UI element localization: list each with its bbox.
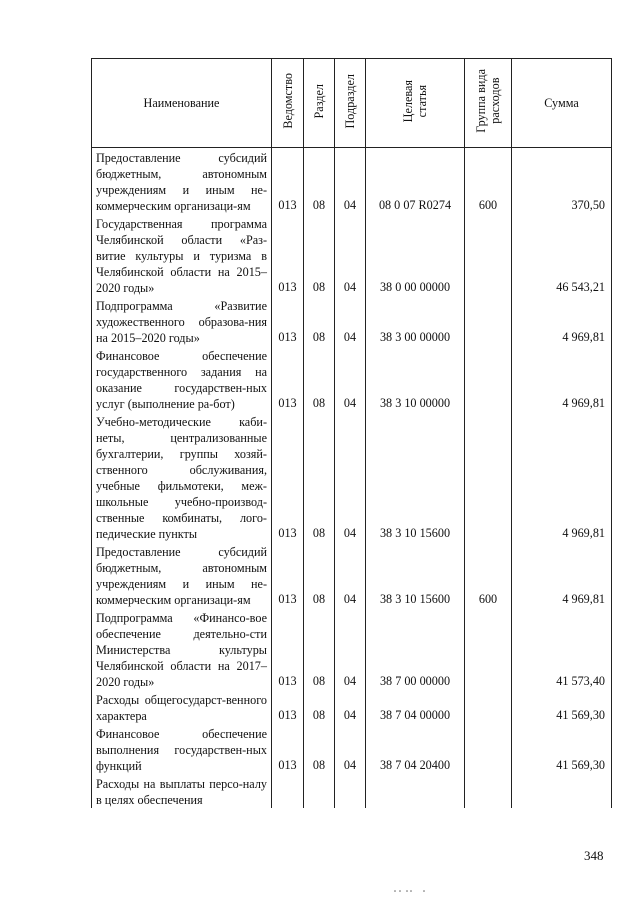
row-expense-group: 600	[465, 148, 512, 215]
row-subsection: 04	[335, 690, 366, 724]
row-sum: 4 969,81	[512, 346, 612, 412]
row-expense-group	[465, 690, 512, 724]
row-department: 013	[272, 542, 304, 608]
row-department: 013	[272, 724, 304, 774]
table-row	[92, 346, 612, 412]
row-target: 38 0 00 00000	[366, 214, 465, 296]
row-name: Финансовое обеспечение государственного задания на оказание государствен-ных услуг (выполнение ра-бот)	[92, 346, 272, 412]
row-target	[366, 774, 465, 808]
page-number: 348	[584, 848, 604, 863]
row-expense-group	[465, 608, 512, 690]
budget-table	[91, 58, 612, 808]
row-sum: 41 569,30	[512, 724, 612, 774]
row-section: 08	[304, 214, 335, 296]
row-target: 38 7 04 20400	[366, 724, 465, 774]
row-subsection	[335, 774, 366, 808]
row-department: 013	[272, 412, 304, 542]
row-section: 08	[304, 296, 335, 346]
row-department: 013	[272, 608, 304, 690]
row-name: Предоставление субсидий бюджетным, автономным учреждениям и иным не-коммерческим организаци-ям	[92, 542, 272, 608]
header-section: Раздел	[304, 59, 335, 148]
row-section: 08	[304, 608, 335, 690]
row-expense-group	[465, 774, 512, 808]
row-name: Расходы общегосударст-венного характера	[92, 690, 272, 724]
row-department	[272, 774, 304, 808]
row-name: Учебно-методические каби-неты, централизованные бухгалтерии, группы хозяй-ственного обслуживания, учебные фильмотеки, меж-школьные учебно-производ-ственные комбинаты, лого-педические пункты	[92, 412, 272, 542]
row-subsection: 04	[335, 608, 366, 690]
row-expense-group	[465, 346, 512, 412]
row-expense-group	[465, 412, 512, 542]
row-target: 38 7 04 00000	[366, 690, 465, 724]
table-row	[92, 724, 612, 774]
row-target: 38 7 00 00000	[366, 608, 465, 690]
table-row	[92, 690, 612, 724]
header-name: Наименование	[92, 59, 272, 148]
row-target: 38 3 00 00000	[366, 296, 465, 346]
row-section: 08	[304, 690, 335, 724]
row-expense-group: 600	[465, 542, 512, 608]
header-department: Ведомство	[272, 59, 304, 148]
table-row	[92, 412, 612, 542]
row-subsection: 04	[335, 214, 366, 296]
row-name: Государственная программа Челябинской области «Раз-витие культуры и туризма в Челябинской области на 2015–2020 годы»	[92, 214, 272, 296]
row-section: 08	[304, 148, 335, 215]
row-sum: 4 969,81	[512, 296, 612, 346]
row-department: 013	[272, 690, 304, 724]
row-subsection: 04	[335, 412, 366, 542]
row-section: 08	[304, 346, 335, 412]
row-name: Подпрограмма «Финансо-вое обеспечение деятельно-сти Министерства культуры Челябинской области на 2017–2020 годы»	[92, 608, 272, 690]
table-row	[92, 608, 612, 690]
row-target: 38 3 10 15600	[366, 412, 465, 542]
row-section: 08	[304, 542, 335, 608]
row-name: Подпрограмма «Развитие художественного образова-ния на 2015–2020 годы»	[92, 296, 272, 346]
row-sum: 46 543,21	[512, 214, 612, 296]
row-sum: 4 969,81	[512, 542, 612, 608]
row-expense-group	[465, 724, 512, 774]
table-row	[92, 214, 612, 296]
row-department: 013	[272, 346, 304, 412]
row-subsection: 04	[335, 542, 366, 608]
row-sum	[512, 774, 612, 808]
row-subsection: 04	[335, 296, 366, 346]
row-name: Финансовое обеспечение выполнения государствен-ных функций	[92, 724, 272, 774]
row-subsection: 04	[335, 724, 366, 774]
row-sum: 370,50	[512, 148, 612, 215]
row-subsection: 04	[335, 148, 366, 215]
header-target: Целевая статья	[366, 59, 465, 148]
table-header-row	[92, 59, 612, 148]
row-section	[304, 774, 335, 808]
row-subsection: 04	[335, 346, 366, 412]
header-sum: Сумма	[512, 59, 612, 148]
row-target: 38 3 10 00000	[366, 346, 465, 412]
table-row	[92, 774, 612, 808]
row-sum: 41 573,40	[512, 608, 612, 690]
row-sum: 41 569,30	[512, 690, 612, 724]
row-department: 013	[272, 148, 304, 215]
table-row	[92, 542, 612, 608]
row-expense-group	[465, 214, 512, 296]
row-target: 08 0 07 R0274	[366, 148, 465, 215]
row-expense-group	[465, 296, 512, 346]
scan-dots	[393, 888, 433, 894]
table-row	[92, 148, 612, 215]
row-sum: 4 969,81	[512, 412, 612, 542]
row-section: 08	[304, 412, 335, 542]
table-row	[92, 296, 612, 346]
row-department: 013	[272, 214, 304, 296]
row-section: 08	[304, 724, 335, 774]
row-name: Предоставление субсидий бюджетным, автономным учреждениям и иным не-коммерческим организаци-ям	[92, 148, 272, 215]
row-name: Расходы на выплаты персо-налу в целях обеспечения	[92, 774, 272, 808]
row-target: 38 3 10 15600	[366, 542, 465, 608]
header-subsection: Подраздел	[335, 59, 366, 148]
header-expense-group: Группа вида расходов	[465, 59, 512, 148]
row-department: 013	[272, 296, 304, 346]
